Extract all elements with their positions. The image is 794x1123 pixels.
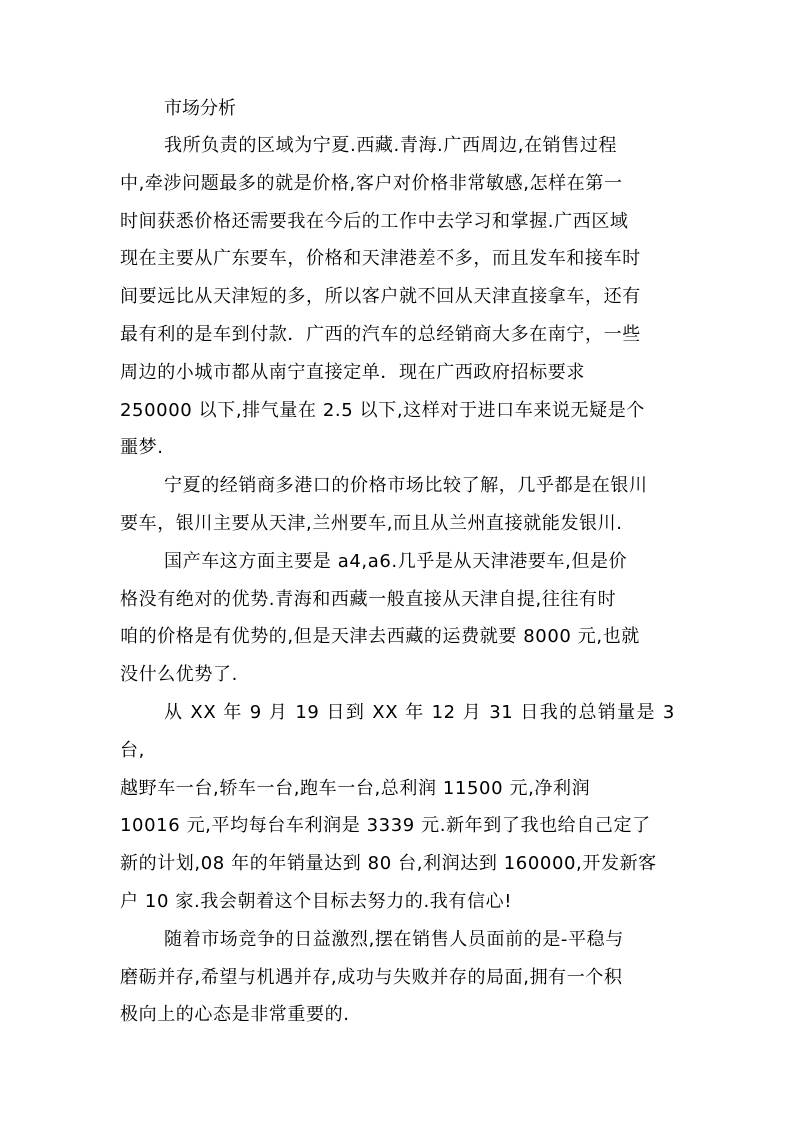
paragraph-sales-summary: 从 XX 年 9 月 19 日到 XX 年 12 月 31 日我的总销量是 3 台, 越野车一台,轿车一台,跑车一台,总利润 11500 元,净利润 10016 元,平均每台车利润是 3339 元.新年到了我也给自己定了 新的计划,08 年的年销量达到 80 台,利润达到 160000,开发新客 户 10 家.我会朝着这个目标去努力的.我有信心! (120, 701, 675, 912)
paragraph-ningxia: 宁夏的经销商多港口的价格市场比较了解，几乎都是在银川 要车，银川主要从天津,兰州要车,而且从兰州直接就能发银川. (120, 475, 648, 534)
paragraph-domestic-cars: 国产车这方面主要是 a4,a6.几乎是从天津港要车,但是价 格没有绝对的优势.青海和西藏一般直接从天津自提,往往有时 咱的价格是有优势的,但是天津去西藏的运费就要 8000 元,也就 没什么优势了. (120, 550, 640, 686)
section-heading: 市场分析 (164, 98, 236, 119)
document-body (120, 90, 675, 1034)
paragraph-conclusion: 随着市场竞争的日益激烈,摆在销售人员面前的是-平稳与 磨砺并存,希望与机遇并存,成功与失败并存的局面,拥有一个积 极向上的心态是非常重要的. (120, 928, 624, 1026)
paragraph-region-overview: 我所负责的区域为宁夏.西藏.青海.广西周边,在销售过程 中,牵涉问题最多的就是价格,客户对价格非常敏感,怎样在第一 时间获悉价格还需要我在今后的工作中去学习和掌握.广西区域 现在主要从广东要车，价格和天津港差不多，而且发车和接车时 间要远比从天津短的多，所以客户就不回从天津直接拿车，还有 最有利的是车到付款．广西的汽车的总经销商大多在南宁，一些 周边的小城市都从南宁直接定单．现在广西政府招标要求 250000 以下,排气量在 2.5 以下,这样对于进口车来说无疑是个 噩梦. (120, 135, 645, 459)
